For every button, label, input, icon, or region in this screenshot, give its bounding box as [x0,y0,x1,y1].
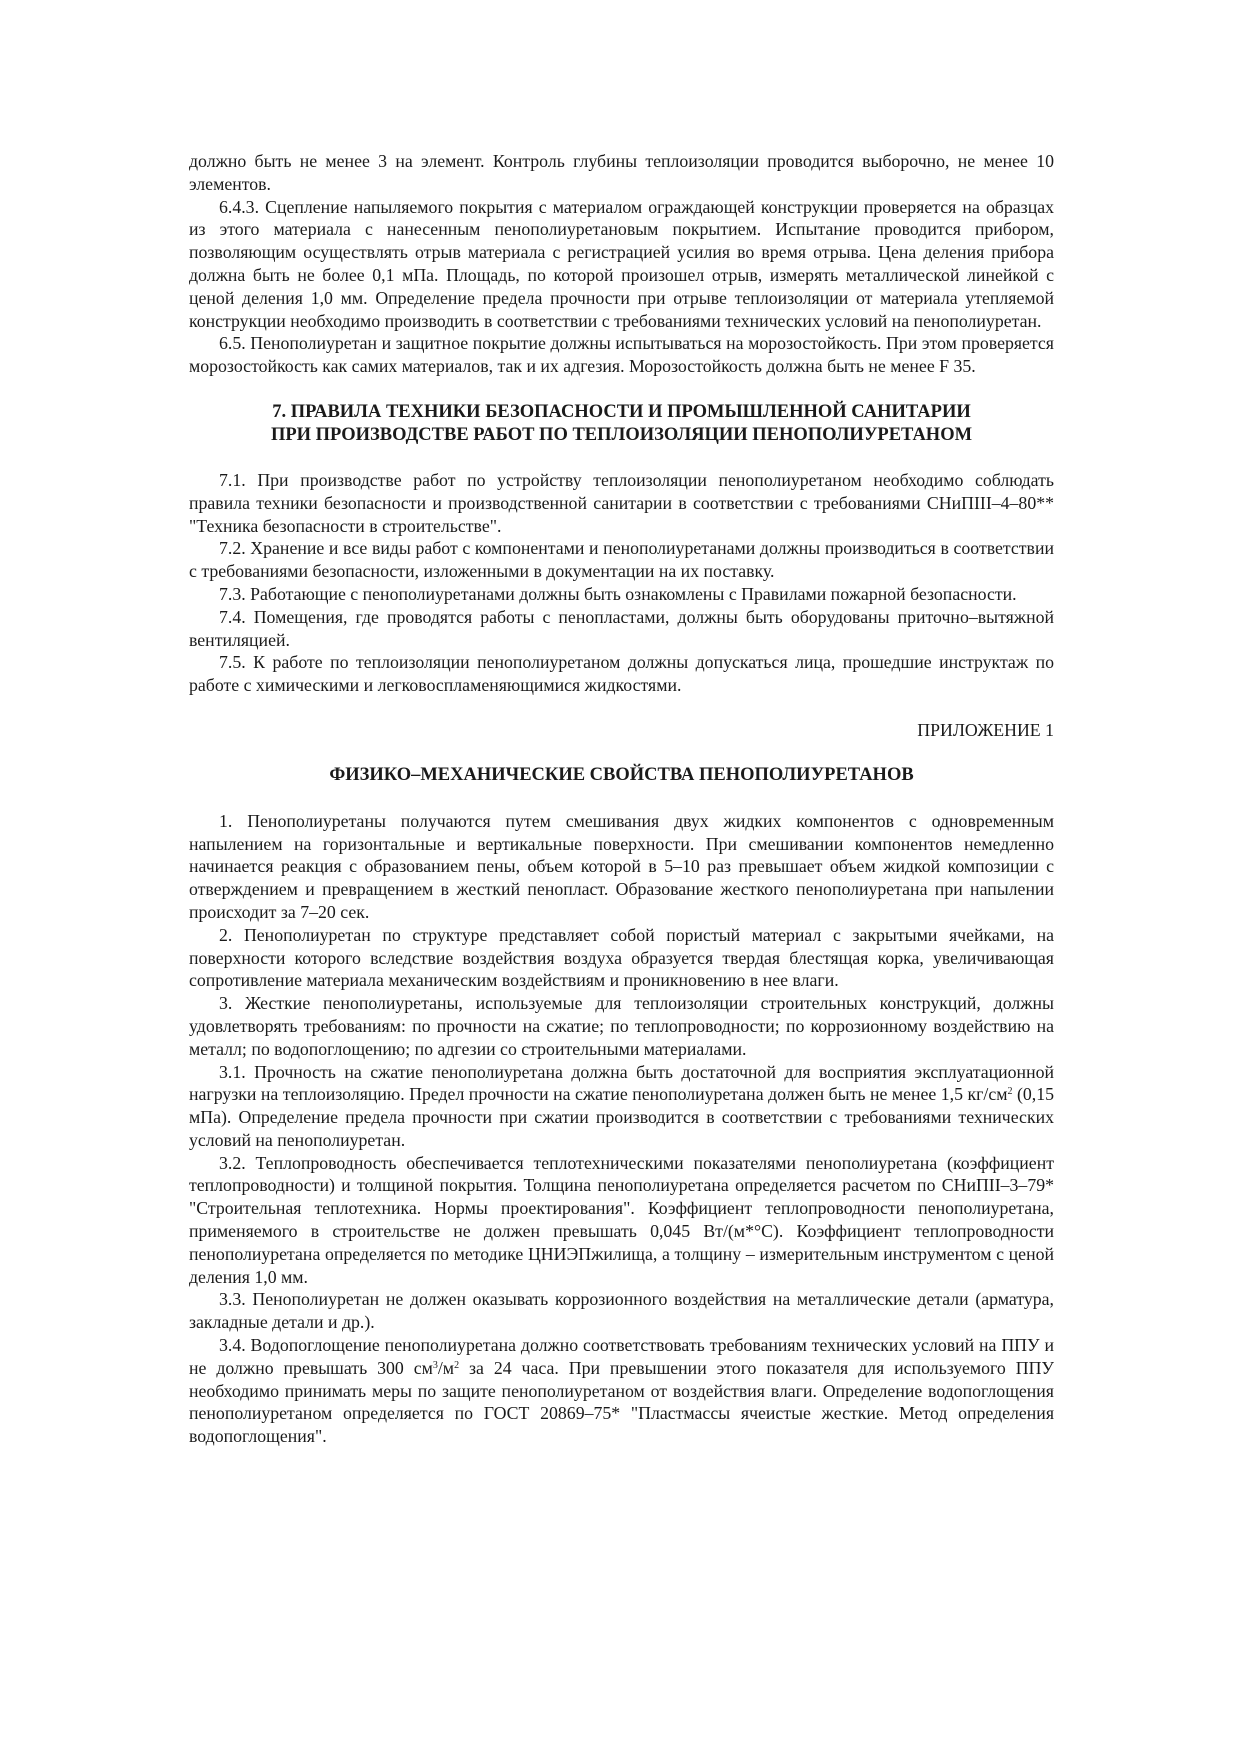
appendix-paragraph-3-3: 3.3. Пенополиуретан не должен оказывать коррозионного воздействия на металлические детали (арматура, закладные детали и др.). [189,1289,1054,1333]
p34-text-b: /м [437,1357,455,1378]
appendix-paragraph-1: 1. Пенополиуретаны получаются путем смешивания двух жидких компонентов с одновременным напылением на горизонтальные и вертикальные поверхности. При смешивании компонентов немедленно начинается реакция с образованием пены, объем которой в 5–10 раз превышает объем жидкой композиции с отверждением и превращением в жесткий пенопласт. Образование жесткого пенополиуретана при напылении происходит за 7–20 сек. [189,810,1054,922]
p31-text-b: (0,15 мПа). Определение предела прочности при сжатии производится в соответствии с требованиями технических условий на пенополиуретан. [189,1084,1055,1150]
appendix-label: ПРИЛОЖЕНИЕ 1 [917,719,1054,740]
p34-superscript-1: 3 [432,1359,438,1371]
p34-text-a: 3.4. Водопоглощение пенополиуретана должно соответствовать требованиям технических условий на ППУ и не должно превышать 300 см [189,1335,1054,1378]
p31-superscript: 2 [1007,1086,1013,1098]
paragraph-7-1: 7.1. При производстве работ по устройству теплоизоляции пенополиуретаном необходимо соблюдать правила техники безопасности и производственной санитарии в соответствии с требованиями СНиПIII–4–80** "Техника безопасности в строительстве". [189,469,1054,536]
section-7-heading-line-2: ПРИ ПРОИЗВОДСТВЕ РАБОТ ПО ТЕПЛОИЗОЛЯЦИИ ПЕНОПОЛИУРЕТАНОМ [270,424,973,445]
appendix-paragraph-3-2: 3.2. Теплопроводность обеспечивается теплотехническими показателями пенополиуретана (коэффициент теплопроводности) и толщиной покрытия. Толщина пенополиуретана определяется расчетом по СНиПII–3–79* "Строительная теплотехника. Нормы проектирования". Коэффициент теплопроводности пенополиуретана, применяемого в строительстве не должен превышать 0,045 Вт/(м*°С). Коэффициент теплопроводности пенополиуретана определяется по методике ЦНИЭПжилища, а толщину – измерительным инструментом с ценой деления 1,0 мм. [189,1152,1054,1287]
paragraph-7-5: 7.5. К работе по теплоизоляции пенополиуретаном должны допускаться лица, прошедшие инструктаж по работе с химическими и легковоспламеняющимися жидкостями. [189,652,1054,696]
p31-text-a: 3.1. Прочность на сжатие пенополиуретана должна быть достаточной для восприятия эксплуатационной нагрузки на теплоизоляцию. Предел прочности на сжатие пенополиуретана должен быть не менее 1,5 кг/см [189,1061,1054,1105]
section-7-heading [189,401,1054,447]
p34-superscript-2: 2 [454,1359,460,1371]
paragraph-6-5: 6.5. Пенополиуретан и защитное покрытие должны испытываться на морозостойкость. При этом проверяется морозостойкость как самих материалов, так и их адгезия. Морозостойкость должна быть не менее F 35. [189,333,1054,377]
appendix-paragraph-3-4 [189,1334,1054,1448]
appendix-paragraph-3: 3. Жесткие пенополиуретаны, используемые для теплоизоляции строительных конструкций, должны удовлетворять требованиям: по прочности на сжатие; по теплопроводности; по коррозионному воздействию на металл; по водопоглощению; по адгезии со строительными материалами. [189,993,1054,1059]
appendix-paragraph-2: 2. Пенополиуретан по структуре представляет собой пористый материал с закрытыми ячейками, на поверхности которого вследствие воздействия воздуха образуется твердая блестящая корка, увеличивающая сопротивление материала механическим воздействиям и проникновению в нее влаги. [189,924,1054,991]
paragraph-6-4-3: 6.4.3. Сцепление напыляемого покрытия с материалом ограждающей конструкции проверяется на образцах из этого материала с нанесенным пенополиуретановым покрытием. Испытание проводится прибором, позволяющим осуществлять отрыв материала с регистрацией усилия во время отрыва. Цена деления прибора должна быть не более 0,1 мПа. Площадь, по которой произошел отрыв, измерять металлической линейкой с ценой деления 1,0 мм. Определение предела прочности при отрыве теплоизоляции от материала утепляемой конструкции необходимо производить в соответствии с требованиями технических условий на пенополиуретан. [189,196,1054,331]
paragraph-7-3: 7.3. Работающие с пенополиуретанами должны быть ознакомлены с Правилами пожарной безопасности. [219,583,1017,604]
appendix-title: ФИЗИКО–МЕХАНИЧЕСКИЕ СВОЙСТВА ПЕНОПОЛИУРЕТАНОВ [329,764,914,785]
paragraph-continuation: должно быть не менее 3 на элемент. Контроль глубины теплоизоляции проводится выборочно, не менее 10 элементов. [189,151,1054,194]
paragraph-7-4: 7.4. Помещения, где проводятся работы с пенопластами, должны быть оборудованы приточно–вытяжной вентиляцией. [189,606,1054,650]
paragraph-7-2: 7.2. Хранение и все виды работ с компонентами и пенополиуретанами должны производиться в соответствии с требованиями безопасности, изложенными в документации на их поставку. [189,538,1054,582]
appendix-paragraph-3-1 [189,1061,1054,1152]
p34-text-c: за 24 часа. При превышении этого показателя для используемого ППУ необходимо принимать меры по защите пенополиуретаном от воздействия влаги. Определение водопоглощения пенополиуретаном определяется по ГОСТ 20869–75* "Пластмассы ячеистые жесткие. Метод определения водопоглощения". [189,1357,1054,1447]
section-7-heading-line-1: 7. ПРАВИЛА ТЕХНИКИ БЕЗОПАСНОСТИ И ПРОМЫШЛЕННОЙ САНИТАРИИ [272,401,971,422]
